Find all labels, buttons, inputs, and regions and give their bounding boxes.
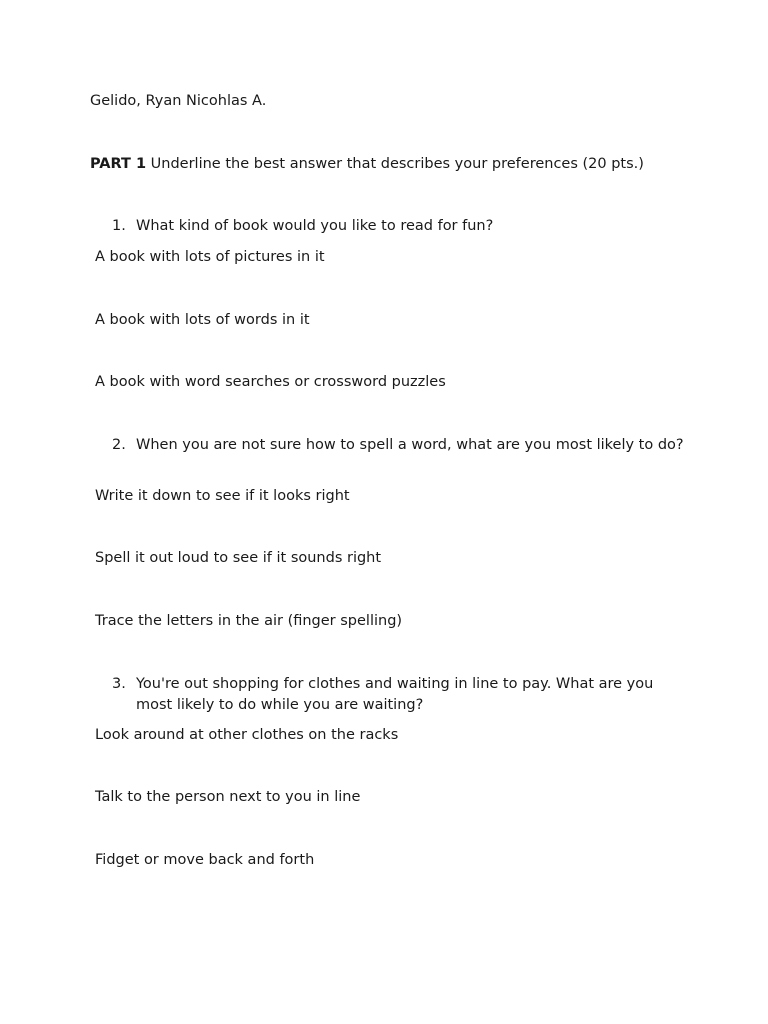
answer-option: Write it down to see if it looks right xyxy=(95,488,350,504)
answer-option: Talk to the person next to you in line xyxy=(95,789,361,805)
answer-option: Look around at other clothes on the racks xyxy=(95,727,399,743)
author-name: Gelido, Ryan Nicohlas A. xyxy=(90,93,267,109)
question-1 xyxy=(112,216,692,237)
question-number: 1. xyxy=(112,218,126,234)
answer-option: Fidget or move back and forth xyxy=(95,852,315,868)
answer-option: Trace the letters in the air (finger spelling) xyxy=(95,613,403,629)
part-label: PART 1 xyxy=(90,156,147,172)
question-text: When you are not sure how to spell a word, what are you most likely to do? xyxy=(136,437,684,453)
question-number: 2. xyxy=(112,437,126,453)
question-text: What kind of book would you like to read for fun? xyxy=(136,218,494,234)
question-number: 3. xyxy=(112,676,126,692)
question-3 xyxy=(112,674,692,715)
question-text: You're out shopping for clothes and waiting in line to pay. What are you most likely to do while you are waiting? xyxy=(136,676,654,713)
answer-option: Spell it out loud to see if it sounds right xyxy=(95,550,382,566)
question-2 xyxy=(112,435,692,456)
answer-option: A book with lots of words in it xyxy=(95,312,310,328)
part-instruction: Underline the best answer that describes your preferences (20 pts.) xyxy=(150,156,644,172)
answer-option: A book with word searches or crossword puzzles xyxy=(95,374,446,390)
answer-option: A book with lots of pictures in it xyxy=(95,249,325,265)
part-heading xyxy=(90,154,644,174)
